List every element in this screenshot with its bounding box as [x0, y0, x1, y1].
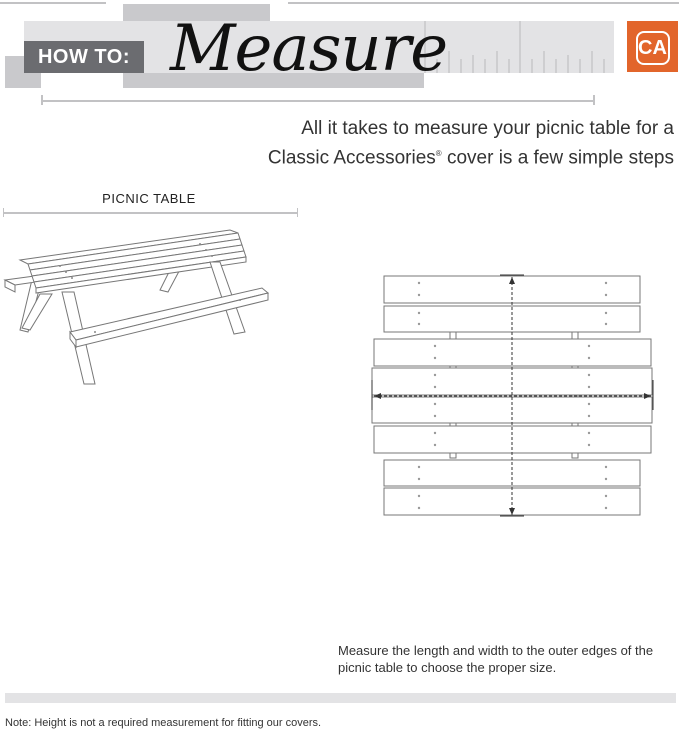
picnic-table-perspective-icon	[0, 222, 300, 392]
brand-name: Classic Accessories	[267, 147, 436, 169]
how-to-badge: HOW TO:	[24, 41, 144, 73]
header-line-right-tick	[593, 95, 595, 105]
header-line-top-right	[288, 2, 679, 4]
registered-mark: ®	[435, 149, 442, 158]
logo-mark: CA	[636, 31, 670, 65]
classic-accessories-logo-icon	[627, 21, 678, 72]
intro-line-1: All it takes to measure your picnic table for a	[301, 118, 674, 139]
header-line-left-tick	[41, 95, 43, 105]
intro-line-2	[234, 141, 674, 170]
picnic-table-label: PICNIC TABLE	[102, 191, 196, 206]
picnic-table-top-view-diagram	[368, 268, 658, 520]
footer-divider-bar	[5, 693, 676, 703]
picnic-label-tick-left	[3, 208, 4, 217]
header-line-bottom	[41, 100, 595, 102]
intro-line-2-suffix: cover is a few simple steps	[441, 147, 674, 169]
header-line-top-left	[0, 2, 106, 4]
picnic-label-underline	[3, 212, 298, 214]
ruler-ticks-icon	[424, 21, 614, 73]
picnic-label-tick-right	[297, 208, 298, 217]
intro-text	[234, 116, 674, 170]
page-title: Measure	[170, 12, 448, 86]
measurement-instruction: Measure the length and width to the outer edges of the picnic table to choose the proper size.	[338, 643, 654, 675]
footer-note: Note: Height is not a required measurement for fitting our covers.	[5, 717, 322, 729]
